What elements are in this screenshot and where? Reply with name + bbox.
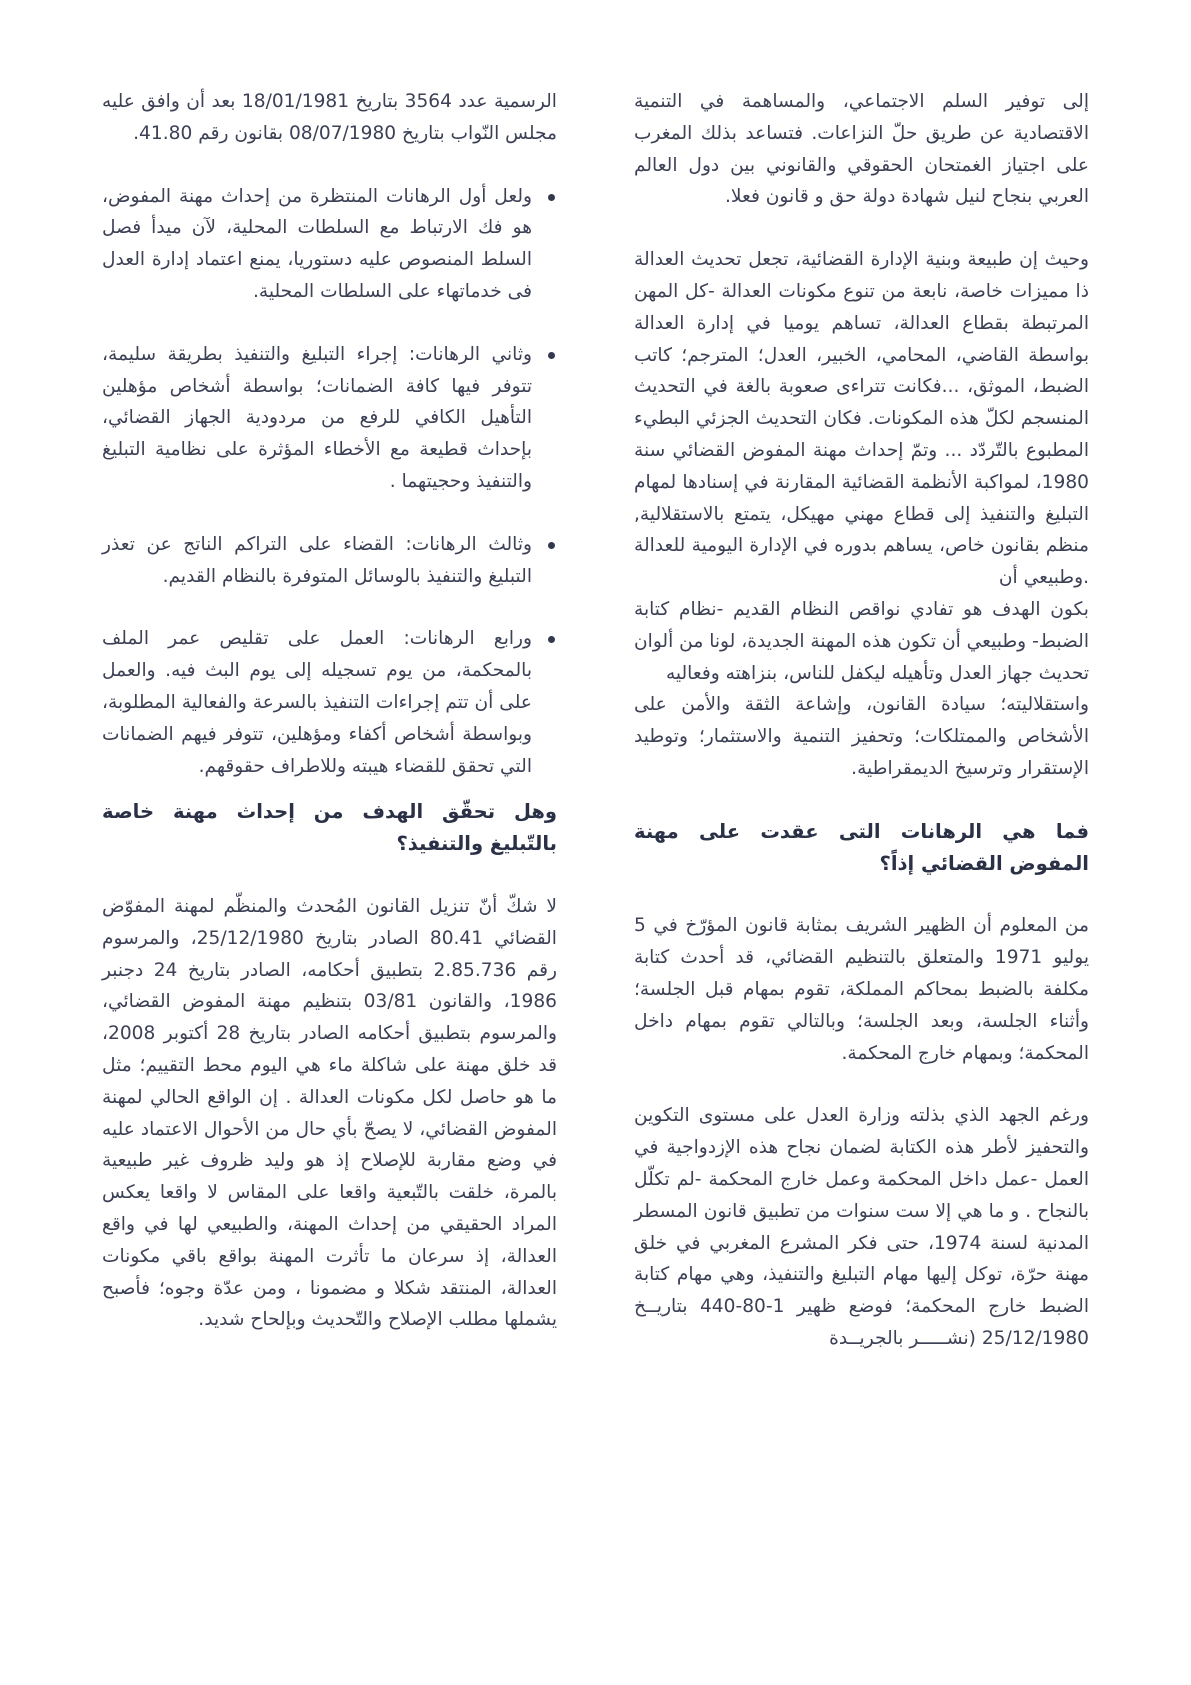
list-item [102, 623, 557, 782]
right-column [634, 86, 1089, 1355]
list-item [102, 529, 557, 593]
right-paragraph-2: وحيث إن طبيعة وبنية الإدارة القضائية، تجعل تحديث العدالة ذا مميزات خاصة، نابعة من تنوع مكونات العدالة -كل المهن المرتبطة بقطاع العدالة، تساهم يوميا في إدارة العدالة بواسطة القاضي، المحامي، الخبير، العدل؛ المترجم؛ كاتب الضبط، الموثق، ...فكانت تتراءى صعوبة بالغة في التحديث المنسجم لكلّ هذه المكونات. فكان التحديث الجزئي البطيء المطبوع بالتّردّد ... وتمّ إحداث مهنة المفوض القضائي سنة 1980، لمواكبة الأنظمة القضائية المقارنة في إسنادها لمهام التبليغ والتنفيذ إلى قطاع مهني مهيكل، يتمتع بالاستقلالية, منظم بقانون خاص، يساهم بدوره في الإدارة اليومية للعدالة .وطبيعي أن [634, 249, 1089, 589]
list-item-text: وثالث الرهانات: القضاء على التراكم الناتج عن تعذر التبليغ والتنفيذ بالوسائل المتوفرة بالنظام القديم. [102, 533, 532, 587]
left-paragraph-2: لا شكّ أنّ تنزيل القانون المُحدث والمنظّم لمهنة المفوّض القضائي 80.41 الصادر بتاريخ 25/12/1980، والمرسوم رقم 2.85.736 بتطبيق أحكامه، الصادر بتاريخ 24 دجنبر 1986، والقانون 03/81 بتنظيم مهنة المفوض القضائي، والمرسوم بتطبيق أحكامه الصادر بتاريخ 28 أكتوبر 2008، قد خلق مهنة على شاكلة ماء هي اليوم محط التقييم؛ مثل ما هو حاصل لكل مكونات العدالة . إن الواقع الحالي لمهنة المفوض القضائي، لا يصحّ بأي حال من الأحوال الاعتماد عليه في وضع مقاربة للإصلاح إذ هو وليد ظروف غير طبيعية بالمرة، خلقت بالتّبعية واقعا على المقاس لا واقعا يعكس المراد الحقيقي من إحداث المهنة، والطبيعي لها في واقع العدالة، إذ سرعان ما تأثرت المهنة بواقع باقي مكونات العدالة، المنتقد شكلا و مضمونا ، ومن عدّة وجوه؛ فأصبح يشملها مطلب الإصلاح والتّحديث وبإلحاح شديد. [102, 895, 557, 1331]
list-item-text: ولعل أول الرهانات المنتظرة من إحداث مهنة المفوض، هو فك الارتباط مع السلطات المحلية، لآن ميدأ فصل السلط المنصوص عليه دستوريا، يمنع اعتماد إدارة العدل فى خدماتهاء على السلطات المحلية. [102, 185, 532, 302]
bullet-icon [548, 636, 555, 643]
section-heading-stakes: فما هي الرهانات التى عقدت على مهنة المفوض القضائي إذاً؟ [634, 819, 1089, 875]
right-paragraph-4: واستقلاليته؛ سيادة القانون، وإشاعة الثقة والأمن على الأشخاص والممتلكات؛ وتحفيز التنمية والاستثمار؛ وتوطيد الإستقرار وترسيخ الديمقراطية. [634, 694, 1089, 779]
bullet-icon [548, 542, 555, 549]
bullet-icon [548, 352, 555, 359]
right-paragraph-3: بكون الهدف هو تفادي نواقص النظام القديم -نظام كتابة الضبط- وطبيعي أن تكون هذه المهنة الجديدة، لونا من ألوان تحديث جهاز العدل وتأهيله ليكفل للناس، بنزاهته وفعاليه [634, 598, 1089, 684]
bullet-icon [548, 194, 555, 201]
stakes-bullet-list [102, 181, 557, 783]
list-item [102, 339, 557, 498]
left-column [102, 86, 557, 1336]
right-paragraph-1: إلى توفير السلم الاجتماعي، والمساهمة في التنمية الاقتصادية عن طريق حلّ النزاعات. فتساعد بذلك المغرب على اجتياز الغمتحان الحقوقي والقانوني بين دول العالم العربي بنجاح لنيل شهادة دولة حق و قانون فعلا. [634, 91, 1089, 208]
right-paragraph-5: من المعلوم أن الظهير الشريف بمثابة قانون المؤرّخ في 5 يوليو 1971 والمتعلق بالتنظيم القضائي، قد أحدث كتابة مكلفة بالضبط بمحاكم المملكة، تقوم بمهام قبل الجلسة؛ وأثناء الجلسة، وبعد الجلسة؛ وبالتالي تقوم بمهام داخل المحكمة؛ وبمهام خارج المحكمة. [634, 915, 1089, 1064]
list-item-text: ورابع الرهانات: العمل على تقليص عمر الملف بالمحكمة، من يوم تسجيله إلى يوم البث فيه. والعمل على أن تتم إجراءات التنفيذ بالسرعة والفعالية المطلوبة، وبواسطة أشخاص أكفاء ومؤهلين، تتوفر فيهم الضمانات التي تحقق للقضاء هيبته وللاطراف حقوقهم. [102, 628, 532, 777]
left-paragraph-1: الرسمية عدد 3564 بتاريخ 18/01/1981 بعد أن وافق عليه مجلس النّواب بتاريخ 08/07/1980 بقانون رقم 41.80. [102, 91, 557, 144]
list-item-text: وثاني الرهانات: إجراء التبليغ والتنفيذ بطريقة سليمة، تتوفر فيها كافة الضمانات؛ بواسطة أشخاص مؤهلين التأهيل الكافي للرفع من مردودية الجهاز القضائي، بإحداث قطيعة مع الأخطاء المؤثرة على نظامية التبليغ والتنفيذ وحجيتهما . [102, 343, 532, 492]
section-heading-goal: وهل تحقّق الهدف من إحداث مهنة خاصة بالتّبليغ والتنفيذ؟ [102, 800, 557, 856]
right-paragraph-6: ورغم الجهد الذي بذلته وزارة العدل على مستوى التكوين والتحفيز لأطر هذه الكتابة لضمان نجاح هذه الإزدواجية في العمل -عمل داخل المحكمة وعمل خارج المحكمة -لم تكلّل بالنجاح . و ما هي إلا ست سنوات من تطبيق قانون المسطر المدنية لسنة 1974، حتى فكر المشرع المغربي في خلق مهنة حرّة، توكل إليها مهام التبليغ والتنفيذ، وهي مهام كتابة الضبط خارج المحكمة؛ فوضع ظهير 1-80-440 بتاريــخ 25/12/1980 (نشـــــر بالجريــدة [634, 1105, 1090, 1349]
list-item [102, 181, 557, 308]
